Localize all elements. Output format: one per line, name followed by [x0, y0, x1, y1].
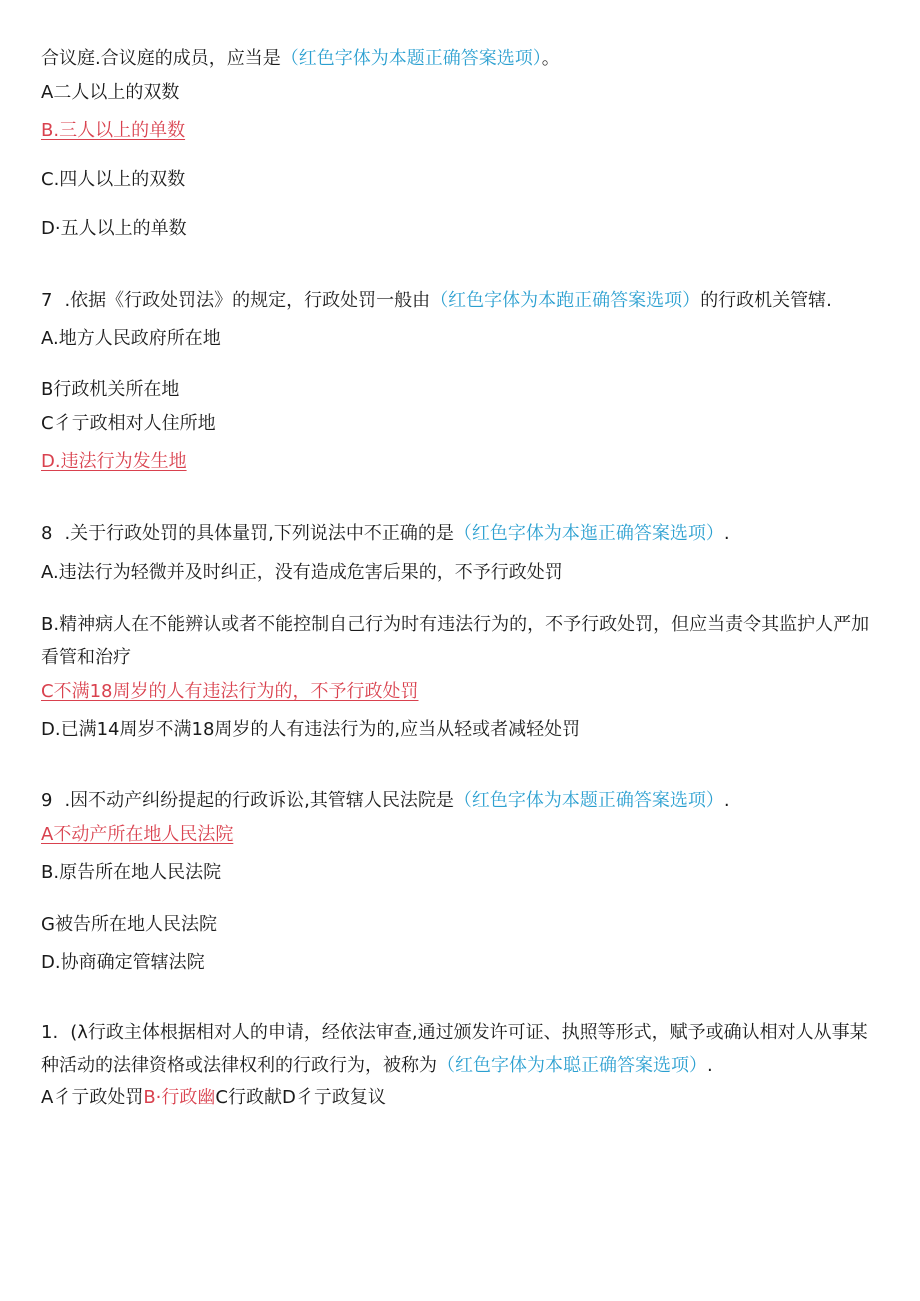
q6-option-d: D·五人以上的单数 — [41, 218, 187, 239]
question-8-stem — [41, 522, 730, 546]
question-7-stem — [41, 289, 832, 313]
q8-option-a: A.违法行为轻微并及时纠正，没有造成危害后果的，不予行政处罚 — [41, 562, 563, 583]
question-6-stem — [41, 47, 560, 71]
q8-option-b: B.精神病人在不能辨认或者不能控制自己行为时有违法行为的，不予行政处罚，但应当责令其监护人严加看管和治疗 — [41, 614, 870, 668]
q9-option-d: D.协商确定管辖法院 — [41, 952, 205, 973]
q9-option-b: B.原告所在地人民法院 — [41, 862, 222, 883]
stem-tail: . — [707, 1055, 713, 1076]
q6-option-c: C.四人以上的双数 — [41, 169, 186, 190]
stem-tail: . — [723, 790, 730, 811]
q10-option-a: A彳亍政处罚 — [41, 1087, 144, 1108]
q8-option-c-correct: C不满18周岁的人有违法行为的，不予行政处罚 — [41, 681, 419, 702]
q6-option-b-correct: B.三人以上的单数 — [41, 120, 186, 141]
stem-text: (λ行政主体根据相对人的申请，经依法审查,通过颁发许可证、执照等形式，赋予或确认相对人从事某种活动的法律资格或法律权利的行政行为，被称为 — [41, 1022, 868, 1076]
q8-option-d: D.已满14周岁不满18周岁的人有违法行为的,应当从轻或者减轻处罚 — [41, 719, 581, 740]
stem-tail: 。 — [541, 48, 560, 69]
stem-tail: 的行政机关管辖. — [700, 290, 832, 311]
q10-option-b-correct: B·行政幽 — [143, 1087, 216, 1108]
answer-hint: （红色字体为本迤正确答案选项） — [453, 523, 724, 544]
q10-options — [41, 1086, 386, 1110]
question-9-stem — [41, 789, 730, 813]
q7-option-a: A.地方人民政府所在地 — [41, 328, 221, 349]
question-number: 9 — [41, 790, 53, 811]
stem-tail: . — [723, 523, 730, 544]
q7-option-c: C彳亍政相对人住所地 — [41, 413, 216, 434]
answer-hint: （红色字体为本题正确答案选项） — [453, 790, 724, 811]
question-number: 8 — [41, 523, 53, 544]
stem-text: 合议庭.合议庭的成员，应当是 — [41, 48, 281, 69]
answer-hint: （红色字体为本题正确答案选项） — [280, 48, 542, 69]
q10-option-d: D彳亍政复议 — [281, 1087, 386, 1108]
q6-option-a: A二人以上的双数 — [41, 82, 180, 103]
stem-text: .依据《行政处罚法》的规定，行政处罚一般由 — [64, 290, 431, 311]
stem-text: .关于行政处罚的具体量罚,下列说法中不正确的是 — [64, 523, 454, 544]
answer-hint: （红色字体为本聪正确答案选项） — [437, 1055, 707, 1076]
q9-option-c: G被告所在地人民法院 — [41, 914, 217, 935]
q10-option-c: C行政献 — [215, 1087, 282, 1108]
question-10-stem — [41, 1016, 881, 1082]
q7-option-d-correct: D.违法行为发生地 — [41, 451, 187, 472]
stem-text: .因不动产纠纷提起的行政诉讼,其管辖人民法院是 — [64, 790, 454, 811]
q9-option-a-correct: A不动产所在地人民法院 — [41, 824, 234, 845]
q7-option-b: B行政机关所在地 — [41, 379, 180, 400]
answer-hint: （红色字体为本跑正确答案选项） — [430, 290, 701, 311]
question-number: 7 — [41, 290, 53, 311]
question-number: 1. — [41, 1022, 59, 1043]
